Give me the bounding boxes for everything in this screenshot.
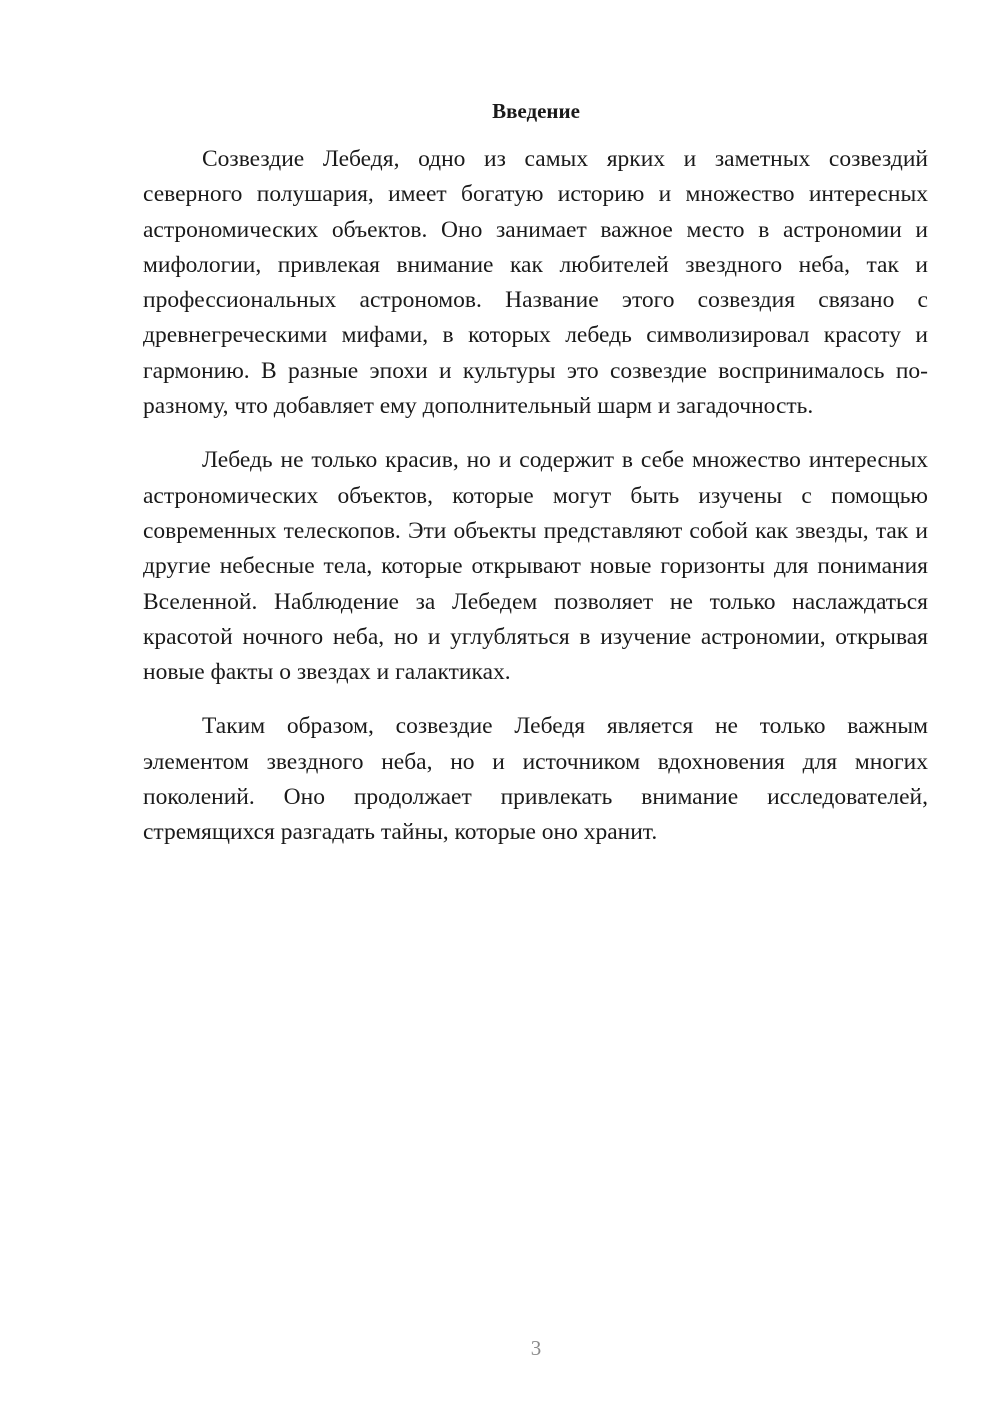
paragraph-1: Созвездие Лебедя, одно из самых ярких и заметных созвездий северного полушария, имеет богатую историю и множество интересных астрономических объектов. Оно занимает важное место в астрономии и мифологии, привлекая внимание как любителей звездного неба, так и профессиональных астрономов. Название этого созвездия связано с древнегреческими мифами, в которых лебедь символизировал красоту и гармонию. В разные эпохи и культуры это созвездие воспринималось по-разному, что добавляет ему дополнительный шарм и загадочность.: [143, 146, 928, 420]
paragraph-3: Таким образом, созвездие Лебедя является не только важным элементом звездного неба, но и источником вдохновения для многих поколений. Оно продолжает привлекать внимание исследователей, стремящихся разгадать тайны, которые оно хранит.: [143, 713, 928, 846]
page-number: 3: [530, 1336, 542, 1360]
body-text: [143, 142, 928, 870]
paragraph-2: Лебедь не только красив, но и содержит в себе множество интересных астрономических объектов, которые могут быть изучены с помощью современных телескопов. Эти объекты представляют собой как звезды, так и другие небесные тела, которые открывают новые горизонты для понимания Вселенной. Наблюдение за Лебедем позволяет не только наслаждаться красотой ночного неба, но и углубляться в изучение астрономии, открывая новые факты о звездах и галактиках.: [143, 447, 928, 686]
section-heading: Введение: [492, 99, 580, 123]
